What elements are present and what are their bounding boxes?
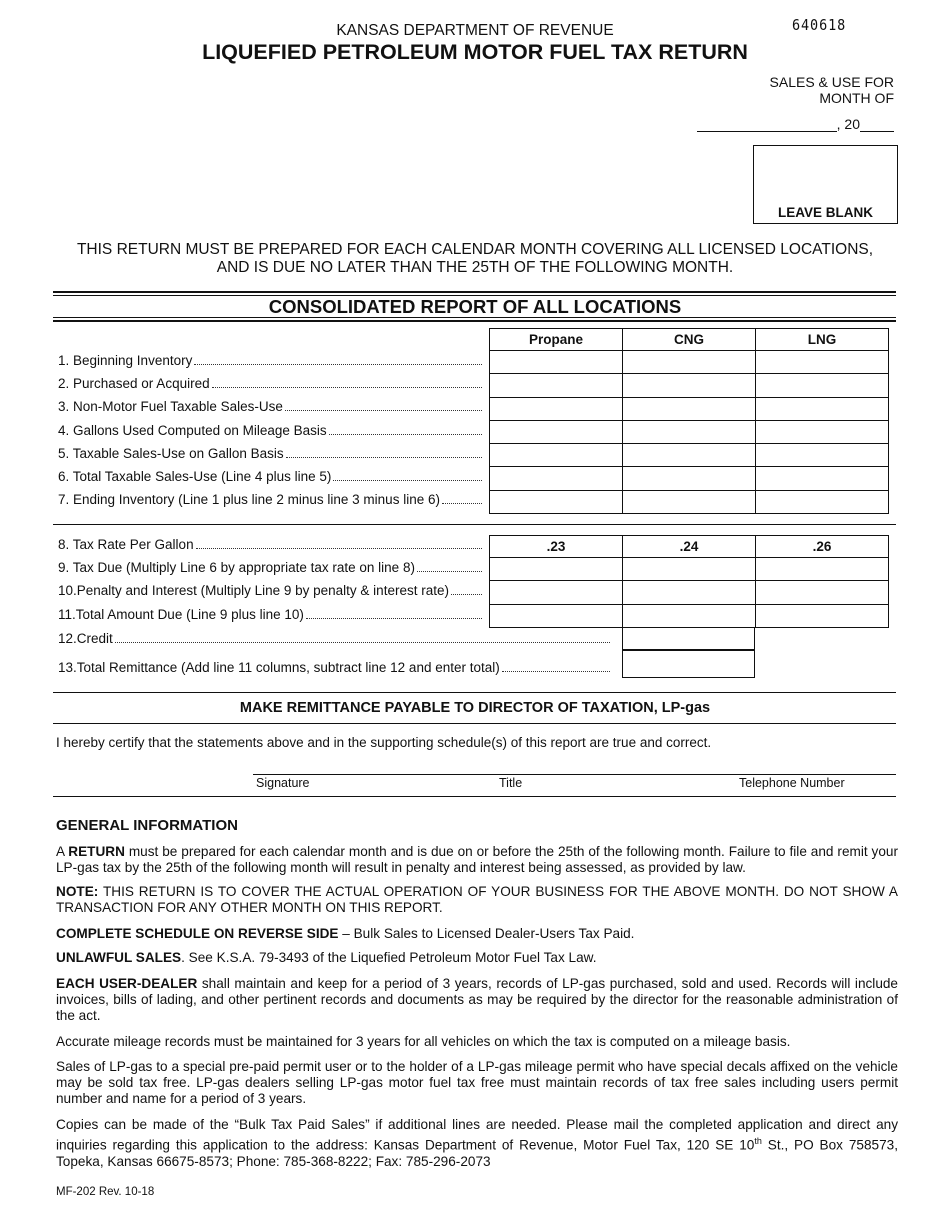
entry-field-lng[interactable] <box>756 397 889 420</box>
column-header-propane: Propane <box>490 329 623 351</box>
lines-1-7-grid <box>489 328 889 514</box>
line-label-7 <box>58 492 482 507</box>
table-row <box>490 467 889 490</box>
month-field[interactable] <box>697 117 837 132</box>
line-text: 7. Ending Inventory (Line 1 plus line 2 minus line 3 minus line 6) <box>58 492 440 508</box>
remittance-instruction: MAKE REMITTANCE PAYABLE TO DIRECTOR OF TAXATION, LP-gas <box>239 700 711 716</box>
line-label-2 <box>58 376 482 391</box>
entry-field-lng[interactable] <box>756 558 889 581</box>
line-13-text: 13.Total Remittance (Add line 11 columns, subtract line 12 and enter total) <box>58 660 500 675</box>
leave-blank-box <box>753 145 898 224</box>
table-row <box>490 490 889 513</box>
line-text: 5. Taxable Sales-Use on Gallon Basis <box>58 445 284 461</box>
period-entry <box>697 116 894 132</box>
telephone-label: Telephone Number <box>739 776 845 790</box>
entry-field-lng[interactable] <box>756 420 889 443</box>
general-para-2: NOTE: THIS RETURN IS TO COVER THE ACTUAL OPERATION OF YOUR BUSINESS FOR THE ABOVE MONTH. DO NOT SHOW A TRANSACTION FOR ANY OTHER MONTH ON THIS REPORT. <box>56 884 898 915</box>
line-12-label <box>58 631 610 646</box>
signature-rule-bottom <box>53 796 896 797</box>
general-info-heading: GENERAL INFORMATION <box>56 817 238 834</box>
line-text: 9. Tax Due (Multiply Line 6 by appropriate tax rate on line 8) <box>58 560 415 576</box>
table-row <box>490 604 889 627</box>
due-notice-line-2: AND IS DUE NO LATER THAN THE 25TH OF THE FOLLOWING MONTH. <box>216 259 734 276</box>
remit-rule-top <box>53 692 896 693</box>
table-row <box>490 444 889 467</box>
line-12-credit-field[interactable] <box>622 627 755 650</box>
year-field[interactable] <box>860 117 894 132</box>
signature-label: Signature <box>256 776 310 790</box>
lines-8-11-grid <box>489 535 889 628</box>
line-text: 6. Total Taxable Sales-Use (Line 4 plus line 5) <box>58 469 332 484</box>
title-label: Title <box>499 776 523 790</box>
period-label <box>770 74 894 106</box>
general-para-5: EACH USER-DEALER shall maintain and keep for a period of 3 years, records of LP-gas purchased, sold and used. Records will include invoices, bills of lading, and other pertinent records and documents as may be required by the director for the reasonable administration of the act. <box>56 976 898 1023</box>
line-12-text: 12.Credit <box>58 631 113 646</box>
tax-rate-lng: .26 <box>756 536 889 558</box>
leave-blank-label: LEAVE BLANK <box>777 205 873 220</box>
form-number: 640618 <box>792 16 847 34</box>
line-label-3 <box>58 399 482 414</box>
entry-field-propane[interactable] <box>490 374 623 397</box>
line-text: 2. Purchased or Acquired <box>58 376 210 392</box>
section-title: CONSOLIDATED REPORT OF ALL LOCATIONS <box>268 296 682 317</box>
table-row <box>490 581 889 604</box>
entry-field-cng[interactable] <box>623 558 756 581</box>
tax-rate-propane: .23 <box>490 536 623 558</box>
column-header-cng: CNG <box>623 329 756 351</box>
entry-field-propane[interactable] <box>490 581 623 604</box>
entry-field-propane[interactable] <box>490 467 623 490</box>
table-row <box>490 397 889 420</box>
entry-field-lng[interactable] <box>756 444 889 467</box>
form-title: LIQUEFIED PETROLEUM MOTOR FUEL TAX RETURN <box>202 40 748 64</box>
entry-field-propane[interactable] <box>490 420 623 443</box>
table-row <box>490 420 889 443</box>
column-header-lng: LNG <box>756 329 889 351</box>
line-text: 1. Beginning Inventory <box>58 353 193 368</box>
table-row <box>490 351 889 374</box>
entry-field-cng[interactable] <box>623 581 756 604</box>
entry-field-cng[interactable] <box>623 467 756 490</box>
general-para-1: A RETURN must be prepared for each calendar month and is due on or before the 25th of the following month. Failure to file and remit your LP-gas tax by the 25th of the following month will result in penalty and interest being assessed, as provided by law. <box>56 844 899 875</box>
entry-field-cng[interactable] <box>623 374 756 397</box>
entry-field-propane[interactable] <box>490 604 623 627</box>
table-row <box>490 374 889 397</box>
entry-field-propane[interactable] <box>490 490 623 513</box>
period-label-line-1: SALES & USE FOR <box>769 74 894 90</box>
tax-rate-cng: .24 <box>623 536 756 558</box>
remit-rule-bottom <box>53 723 896 724</box>
line-text: 3. Non-Motor Fuel Taxable Sales-Use <box>58 399 283 415</box>
general-para-4: UNLAWFUL SALES. See K.S.A. 79-3493 of the Liquefied Petroleum Motor Fuel Tax Law. <box>56 950 597 965</box>
line-13-total-field[interactable] <box>622 650 755 678</box>
entry-field-lng[interactable] <box>756 374 889 397</box>
section-rule-top <box>53 291 896 293</box>
entry-field-lng[interactable] <box>756 351 889 374</box>
line-label-1 <box>58 353 482 368</box>
line-b-label-4 <box>58 607 482 622</box>
department-name: KANSAS DEPARTMENT OF REVENUE <box>336 22 614 39</box>
section-rule-bottom-2 <box>53 320 896 322</box>
line-b-label-2 <box>58 560 482 575</box>
entry-field-cng[interactable] <box>623 444 756 467</box>
line-text: 11.Total Amount Due (Line 9 plus line 10) <box>58 606 304 622</box>
entry-field-cng[interactable] <box>623 604 756 627</box>
divider-rule <box>53 524 896 525</box>
line-text: 4. Gallons Used Computed on Mileage Basis <box>58 422 327 438</box>
entry-field-propane[interactable] <box>490 444 623 467</box>
form-revision: MF-202 Rev. 10-18 <box>56 1186 155 1198</box>
certification-statement: I hereby certify that the statements above and in the supporting schedule(s) of this report are true and correct. <box>56 735 712 750</box>
line-b-label-3 <box>58 583 482 598</box>
entry-field-propane[interactable] <box>490 558 623 581</box>
signature-line[interactable] <box>253 774 896 775</box>
general-para-3: COMPLETE SCHEDULE ON REVERSE SIDE – Bulk Sales to Licensed Dealer-Users Tax Paid. <box>56 926 635 941</box>
line-label-5 <box>58 446 482 461</box>
line-b-label-1 <box>58 537 482 552</box>
entry-field-propane[interactable] <box>490 397 623 420</box>
general-para-7: Sales of LP-gas to a special pre-paid permit user or to the holder of a LP-gas mileage permit who have special decals affixed on the vehicle may be sold tax free. LP-gas dealers selling LP-gas motor fuel tax free must maintain records of tax free sales including users permit number and name for a period of 3 years. <box>56 1059 898 1106</box>
period-label-line-2: MONTH OF <box>819 90 894 106</box>
entry-field-cng[interactable] <box>623 420 756 443</box>
section-rule-bottom <box>53 317 896 318</box>
line-13-label <box>58 660 610 675</box>
general-para-6: Accurate mileage records must be maintained for 3 years for all vehicles on which the tax is computed on a mileage basis. <box>56 1034 791 1049</box>
line-label-6 <box>58 469 482 484</box>
line-label-4 <box>58 423 482 438</box>
entry-field-lng[interactable] <box>756 490 889 513</box>
entry-field-lng[interactable] <box>756 581 889 604</box>
table-row <box>490 558 889 581</box>
entry-field-cng[interactable] <box>623 490 756 513</box>
entry-field-cng[interactable] <box>623 397 756 420</box>
entry-field-propane[interactable] <box>490 351 623 374</box>
entry-field-lng[interactable] <box>756 604 889 627</box>
year-prefix: , 20 <box>836 116 860 132</box>
line-text: 10.Penalty and Interest (Multiply Line 9 by penalty & interest rate) <box>58 583 449 599</box>
entry-field-lng[interactable] <box>756 467 889 490</box>
due-notice-line-1: THIS RETURN MUST BE PREPARED FOR EACH CALENDAR MONTH COVERING ALL LICENSED LOCATIONS, <box>76 241 874 258</box>
entry-field-cng[interactable] <box>623 351 756 374</box>
due-notice <box>0 241 950 277</box>
general-para-8: Copies can be made of the “Bulk Tax Paid Sales” if additional lines are needed. Please mail the completed application and direct any inquiries regarding this application to the address: Kansas Department of Revenue, Motor Fuel Tax, 120 SE 10th St., PO Box 758573, Topeka, Kansas 66675-8573; Phone: 785-368-8222; Fax: 785-296-2073 <box>56 1117 898 1169</box>
line-text: 8. Tax Rate Per Gallon <box>58 537 194 552</box>
